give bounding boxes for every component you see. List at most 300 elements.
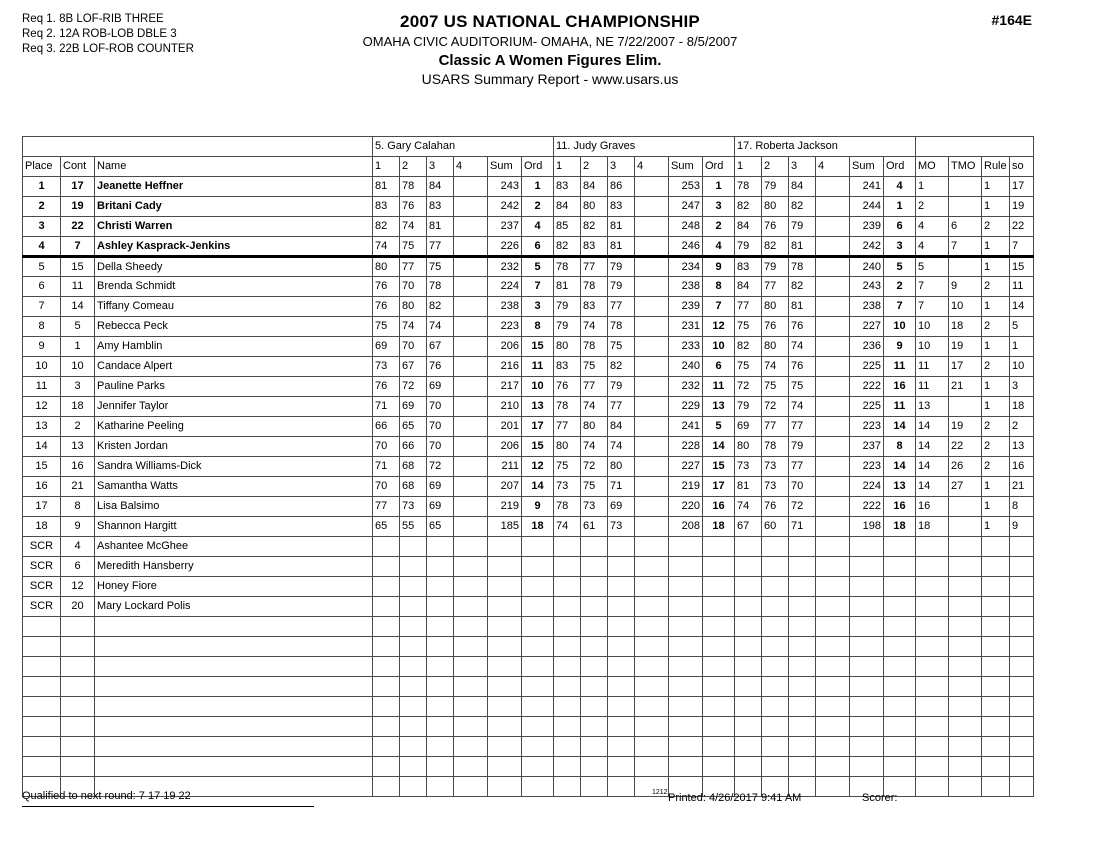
score-cell bbox=[635, 717, 669, 737]
mo-cell bbox=[916, 577, 949, 597]
name-cell: Kristen Jordan bbox=[95, 437, 373, 457]
cont-cell: 8 bbox=[61, 497, 95, 517]
score-cell: 75 bbox=[735, 317, 762, 337]
score-cell bbox=[400, 777, 427, 797]
score-cell: 82 bbox=[427, 297, 454, 317]
score-cell bbox=[635, 437, 669, 457]
sum-cell bbox=[669, 717, 703, 737]
score-cell bbox=[454, 197, 488, 217]
column-header: 4 bbox=[454, 157, 488, 177]
score-cell: 73 bbox=[400, 497, 427, 517]
score-cell: 82 bbox=[735, 337, 762, 357]
score-cell bbox=[816, 557, 850, 577]
score-cell bbox=[816, 697, 850, 717]
sum-cell: 243 bbox=[850, 277, 884, 297]
score-cell: 82 bbox=[581, 217, 608, 237]
tmo-cell bbox=[949, 397, 982, 417]
sum-cell bbox=[850, 677, 884, 697]
score-cell bbox=[373, 737, 400, 757]
score-cell: 66 bbox=[400, 437, 427, 457]
so-cell bbox=[1010, 737, 1034, 757]
score-cell: 78 bbox=[608, 317, 635, 337]
score-cell bbox=[635, 517, 669, 537]
score-cell bbox=[608, 577, 635, 597]
score-cell: 77 bbox=[581, 257, 608, 277]
result-row bbox=[23, 357, 1034, 377]
ord-cell: 2 bbox=[522, 197, 554, 217]
sum-cell: 232 bbox=[669, 377, 703, 397]
score-cell bbox=[427, 557, 454, 577]
mo-cell: 11 bbox=[916, 357, 949, 377]
score-cell: 74 bbox=[400, 317, 427, 337]
sum-cell: 231 bbox=[669, 317, 703, 337]
score-cell: 74 bbox=[581, 397, 608, 417]
cont-cell: 22 bbox=[61, 217, 95, 237]
score-cell: 85 bbox=[554, 217, 581, 237]
score-cell bbox=[635, 297, 669, 317]
score-cell: 83 bbox=[373, 197, 400, 217]
score-cell bbox=[816, 777, 850, 797]
score-cell: 70 bbox=[427, 437, 454, 457]
rule-cell bbox=[982, 637, 1010, 657]
sum-cell: 228 bbox=[669, 437, 703, 457]
sum-cell bbox=[850, 737, 884, 757]
result-row bbox=[23, 577, 1034, 597]
result-row bbox=[23, 277, 1034, 297]
score-cell bbox=[554, 537, 581, 557]
sum-cell: 241 bbox=[850, 177, 884, 197]
place-cell: 9 bbox=[23, 337, 61, 357]
score-cell: 76 bbox=[373, 377, 400, 397]
score-cell: 81 bbox=[608, 237, 635, 257]
score-cell: 84 bbox=[789, 177, 816, 197]
name-cell: Ashantee McGhee bbox=[95, 537, 373, 557]
mo-cell bbox=[916, 537, 949, 557]
sum-cell: 237 bbox=[488, 217, 522, 237]
column-header: 4 bbox=[816, 157, 850, 177]
score-cell: 84 bbox=[581, 177, 608, 197]
score-cell bbox=[454, 537, 488, 557]
so-cell bbox=[1010, 597, 1034, 617]
empty-row bbox=[23, 617, 1034, 637]
score-cell bbox=[789, 697, 816, 717]
ord-cell bbox=[884, 617, 916, 637]
ord-cell: 5 bbox=[522, 257, 554, 277]
sum-cell: 208 bbox=[669, 517, 703, 537]
so-cell bbox=[1010, 577, 1034, 597]
score-cell: 72 bbox=[789, 497, 816, 517]
tmo-cell: 7 bbox=[949, 237, 982, 257]
so-cell: 11 bbox=[1010, 277, 1034, 297]
mo-cell: 16 bbox=[916, 497, 949, 517]
score-cell: 71 bbox=[373, 457, 400, 477]
ord-cell: 7 bbox=[884, 297, 916, 317]
score-cell: 82 bbox=[373, 217, 400, 237]
result-row bbox=[23, 237, 1034, 257]
name-cell bbox=[95, 717, 373, 737]
rule-cell: 2 bbox=[982, 217, 1010, 237]
score-cell bbox=[554, 677, 581, 697]
score-cell bbox=[427, 737, 454, 757]
rule-cell: 1 bbox=[982, 237, 1010, 257]
name-cell: Meredith Hansberry bbox=[95, 557, 373, 577]
cont-cell: 1 bbox=[61, 337, 95, 357]
score-cell: 79 bbox=[608, 377, 635, 397]
score-cell bbox=[816, 537, 850, 557]
score-cell: 69 bbox=[427, 377, 454, 397]
column-header: 2 bbox=[581, 157, 608, 177]
score-cell bbox=[373, 637, 400, 657]
place-cell bbox=[23, 617, 61, 637]
score-cell bbox=[373, 597, 400, 617]
score-cell: 73 bbox=[762, 457, 789, 477]
score-cell: 75 bbox=[789, 377, 816, 397]
sum-cell bbox=[850, 657, 884, 677]
name-cell: Brenda Schmidt bbox=[95, 277, 373, 297]
ord-cell: 1 bbox=[703, 177, 735, 197]
score-cell: 77 bbox=[789, 457, 816, 477]
score-cell: 74 bbox=[789, 397, 816, 417]
score-cell: 74 bbox=[608, 437, 635, 457]
name-cell: Della Sheedy bbox=[95, 257, 373, 277]
tmo-cell bbox=[949, 537, 982, 557]
score-cell: 75 bbox=[608, 337, 635, 357]
score-cell: 76 bbox=[762, 217, 789, 237]
score-cell: 70 bbox=[427, 417, 454, 437]
cont-cell: 4 bbox=[61, 537, 95, 557]
score-cell bbox=[373, 577, 400, 597]
cont-cell: 18 bbox=[61, 397, 95, 417]
score-cell bbox=[735, 617, 762, 637]
name-cell bbox=[95, 617, 373, 637]
score-cell bbox=[454, 737, 488, 757]
score-cell: 70 bbox=[789, 477, 816, 497]
mo-cell: 1 bbox=[916, 177, 949, 197]
sum-cell bbox=[488, 597, 522, 617]
cont-cell: 9 bbox=[61, 517, 95, 537]
ord-cell bbox=[884, 577, 916, 597]
score-cell: 79 bbox=[554, 317, 581, 337]
score-cell bbox=[735, 537, 762, 557]
score-cell: 84 bbox=[427, 177, 454, 197]
sum-cell: 238 bbox=[669, 277, 703, 297]
sum-cell bbox=[488, 557, 522, 577]
sum-cell bbox=[669, 617, 703, 637]
cont-cell: 5 bbox=[61, 317, 95, 337]
result-row bbox=[23, 417, 1034, 437]
score-cell: 72 bbox=[427, 457, 454, 477]
sum-cell bbox=[488, 537, 522, 557]
score-cell bbox=[816, 297, 850, 317]
sum-cell: 227 bbox=[850, 317, 884, 337]
score-cell: 65 bbox=[373, 517, 400, 537]
tmo-cell: 9 bbox=[949, 277, 982, 297]
tmo-cell bbox=[949, 257, 982, 277]
score-cell bbox=[427, 777, 454, 797]
score-cell: 74 bbox=[789, 337, 816, 357]
score-cell: 78 bbox=[554, 257, 581, 277]
score-cell bbox=[608, 777, 635, 797]
place-cell: 17 bbox=[23, 497, 61, 517]
ord-cell: 1 bbox=[522, 177, 554, 197]
score-cell bbox=[635, 277, 669, 297]
score-cell bbox=[454, 717, 488, 737]
column-header: 4 bbox=[635, 157, 669, 177]
ord-cell: 15 bbox=[703, 457, 735, 477]
ord-cell bbox=[884, 597, 916, 617]
result-row bbox=[23, 317, 1034, 337]
score-cell: 60 bbox=[762, 517, 789, 537]
score-cell: 82 bbox=[789, 197, 816, 217]
ord-cell bbox=[703, 737, 735, 757]
score-cell bbox=[816, 257, 850, 277]
cont-cell: 6 bbox=[61, 557, 95, 577]
sum-cell: 206 bbox=[488, 337, 522, 357]
tmo-cell bbox=[949, 657, 982, 677]
sum-cell: 241 bbox=[669, 417, 703, 437]
sum-cell bbox=[488, 757, 522, 777]
score-cell: 76 bbox=[762, 317, 789, 337]
score-cell bbox=[400, 597, 427, 617]
name-cell: Lisa Balsimo bbox=[95, 497, 373, 517]
score-cell: 79 bbox=[608, 277, 635, 297]
sum-cell: 227 bbox=[669, 457, 703, 477]
score-cell bbox=[816, 617, 850, 637]
name-cell: Candace Alpert bbox=[95, 357, 373, 377]
score-cell bbox=[554, 597, 581, 617]
tmo-cell bbox=[949, 177, 982, 197]
score-cell bbox=[816, 277, 850, 297]
score-cell bbox=[608, 597, 635, 617]
so-cell: 13 bbox=[1010, 437, 1034, 457]
sum-cell bbox=[850, 637, 884, 657]
score-cell: 82 bbox=[762, 237, 789, 257]
sum-cell: 222 bbox=[850, 377, 884, 397]
place-cell: 1 bbox=[23, 177, 61, 197]
score-cell: 80 bbox=[373, 257, 400, 277]
place-cell: 4 bbox=[23, 237, 61, 257]
score-cell: 75 bbox=[762, 377, 789, 397]
ord-cell: 11 bbox=[884, 397, 916, 417]
score-cell bbox=[762, 557, 789, 577]
score-cell bbox=[400, 637, 427, 657]
score-cell: 79 bbox=[762, 257, 789, 277]
name-cell bbox=[95, 737, 373, 757]
place-cell: 15 bbox=[23, 457, 61, 477]
ord-cell: 2 bbox=[703, 217, 735, 237]
score-cell: 70 bbox=[400, 277, 427, 297]
sum-cell bbox=[850, 617, 884, 637]
column-header: Name bbox=[95, 157, 373, 177]
ord-cell: 16 bbox=[884, 497, 916, 517]
score-cell bbox=[789, 737, 816, 757]
ord-cell: 3 bbox=[522, 297, 554, 317]
score-cell: 75 bbox=[427, 257, 454, 277]
result-row bbox=[23, 377, 1034, 397]
ord-cell bbox=[703, 677, 735, 697]
rule-cell: 1 bbox=[982, 197, 1010, 217]
sum-cell bbox=[850, 697, 884, 717]
so-cell: 8 bbox=[1010, 497, 1034, 517]
score-cell bbox=[454, 597, 488, 617]
mo-cell: 13 bbox=[916, 397, 949, 417]
score-cell: 74 bbox=[400, 217, 427, 237]
score-cell bbox=[816, 657, 850, 677]
so-cell: 17 bbox=[1010, 177, 1034, 197]
score-cell bbox=[816, 717, 850, 737]
score-cell bbox=[454, 337, 488, 357]
sum-cell bbox=[850, 757, 884, 777]
score-cell bbox=[554, 617, 581, 637]
result-row bbox=[23, 297, 1034, 317]
score-cell: 78 bbox=[427, 277, 454, 297]
rule-cell bbox=[982, 677, 1010, 697]
mo-cell bbox=[916, 557, 949, 577]
score-cell bbox=[635, 557, 669, 577]
score-cell: 61 bbox=[581, 517, 608, 537]
ord-cell bbox=[522, 717, 554, 737]
ord-cell bbox=[884, 737, 916, 757]
rule-cell: 1 bbox=[982, 477, 1010, 497]
ord-cell: 13 bbox=[522, 397, 554, 417]
cont-cell: 16 bbox=[61, 457, 95, 477]
column-header: 3 bbox=[789, 157, 816, 177]
score-cell bbox=[816, 597, 850, 617]
sum-cell bbox=[488, 657, 522, 677]
score-cell bbox=[454, 357, 488, 377]
score-cell: 76 bbox=[373, 277, 400, 297]
sum-cell: 242 bbox=[488, 197, 522, 217]
score-cell bbox=[762, 597, 789, 617]
score-cell bbox=[400, 737, 427, 757]
score-cell: 73 bbox=[554, 477, 581, 497]
ord-cell: 6 bbox=[884, 217, 916, 237]
ord-cell bbox=[522, 737, 554, 757]
score-cell bbox=[400, 577, 427, 597]
sum-cell: 224 bbox=[850, 477, 884, 497]
score-cell: 74 bbox=[427, 317, 454, 337]
rule-cell: 2 bbox=[982, 317, 1010, 337]
sum-cell: 211 bbox=[488, 457, 522, 477]
sum-cell bbox=[669, 637, 703, 657]
so-cell: 5 bbox=[1010, 317, 1034, 337]
score-cell bbox=[581, 577, 608, 597]
sum-cell bbox=[669, 657, 703, 677]
ord-cell bbox=[522, 657, 554, 677]
result-row bbox=[23, 197, 1034, 217]
so-cell: 18 bbox=[1010, 397, 1034, 417]
sum-cell bbox=[488, 617, 522, 637]
score-cell bbox=[554, 557, 581, 577]
name-cell: Sandra Williams-Dick bbox=[95, 457, 373, 477]
score-cell bbox=[454, 557, 488, 577]
sum-cell: 222 bbox=[850, 497, 884, 517]
column-header: 1 bbox=[373, 157, 400, 177]
score-cell bbox=[581, 637, 608, 657]
score-cell bbox=[608, 637, 635, 657]
mo-cell: 5 bbox=[916, 257, 949, 277]
score-cell bbox=[581, 617, 608, 637]
ord-cell: 15 bbox=[522, 337, 554, 357]
score-cell bbox=[581, 597, 608, 617]
ord-cell: 15 bbox=[522, 437, 554, 457]
score-cell bbox=[789, 537, 816, 557]
venue-line: OMAHA CIVIC AUDITORIUM- OMAHA, NE 7/22/2007 - 8/5/2007 bbox=[362, 34, 738, 49]
score-cell: 76 bbox=[373, 297, 400, 317]
score-cell: 74 bbox=[581, 437, 608, 457]
score-cell bbox=[762, 577, 789, 597]
score-cell bbox=[789, 657, 816, 677]
empty-row bbox=[23, 697, 1034, 717]
column-header: Ord bbox=[884, 157, 916, 177]
score-cell bbox=[454, 757, 488, 777]
score-cell bbox=[789, 717, 816, 737]
mo-cell: 7 bbox=[916, 277, 949, 297]
score-cell bbox=[400, 657, 427, 677]
score-cell bbox=[427, 537, 454, 557]
so-cell bbox=[1010, 677, 1034, 697]
ord-cell: 12 bbox=[522, 457, 554, 477]
mo-cell bbox=[916, 617, 949, 637]
score-cell: 72 bbox=[735, 377, 762, 397]
name-cell: Jennifer Taylor bbox=[95, 397, 373, 417]
rule-cell bbox=[982, 657, 1010, 677]
ord-cell: 5 bbox=[884, 257, 916, 277]
score-cell bbox=[454, 297, 488, 317]
score-cell: 81 bbox=[554, 277, 581, 297]
rule-cell: 1 bbox=[982, 177, 1010, 197]
score-cell bbox=[454, 637, 488, 657]
score-cell bbox=[554, 697, 581, 717]
score-cell: 80 bbox=[554, 337, 581, 357]
ord-cell bbox=[703, 757, 735, 777]
rule-cell bbox=[982, 777, 1010, 797]
score-cell bbox=[789, 637, 816, 657]
score-cell: 75 bbox=[735, 357, 762, 377]
rule-cell: 1 bbox=[982, 517, 1010, 537]
tmo-cell bbox=[949, 597, 982, 617]
score-cell bbox=[373, 617, 400, 637]
score-cell bbox=[762, 757, 789, 777]
score-cell: 73 bbox=[373, 357, 400, 377]
score-cell bbox=[581, 757, 608, 777]
score-cell: 79 bbox=[554, 297, 581, 317]
score-cell: 73 bbox=[735, 457, 762, 477]
name-cell bbox=[95, 697, 373, 717]
so-cell: 19 bbox=[1010, 197, 1034, 217]
score-cell bbox=[816, 197, 850, 217]
rule-cell bbox=[982, 737, 1010, 757]
score-cell: 79 bbox=[608, 257, 635, 277]
ord-cell: 10 bbox=[884, 317, 916, 337]
sum-cell: 216 bbox=[488, 357, 522, 377]
ord-cell bbox=[703, 657, 735, 677]
score-cell: 78 bbox=[554, 397, 581, 417]
score-cell: 71 bbox=[608, 477, 635, 497]
score-cell: 75 bbox=[554, 457, 581, 477]
empty-row bbox=[23, 757, 1034, 777]
mo-cell: 14 bbox=[916, 457, 949, 477]
score-cell: 77 bbox=[554, 417, 581, 437]
place-cell bbox=[23, 677, 61, 697]
score-cell bbox=[635, 397, 669, 417]
ord-cell: 4 bbox=[884, 177, 916, 197]
cont-cell: 21 bbox=[61, 477, 95, 497]
score-cell bbox=[762, 657, 789, 677]
ord-cell bbox=[522, 577, 554, 597]
score-cell bbox=[400, 717, 427, 737]
ord-cell: 14 bbox=[522, 477, 554, 497]
